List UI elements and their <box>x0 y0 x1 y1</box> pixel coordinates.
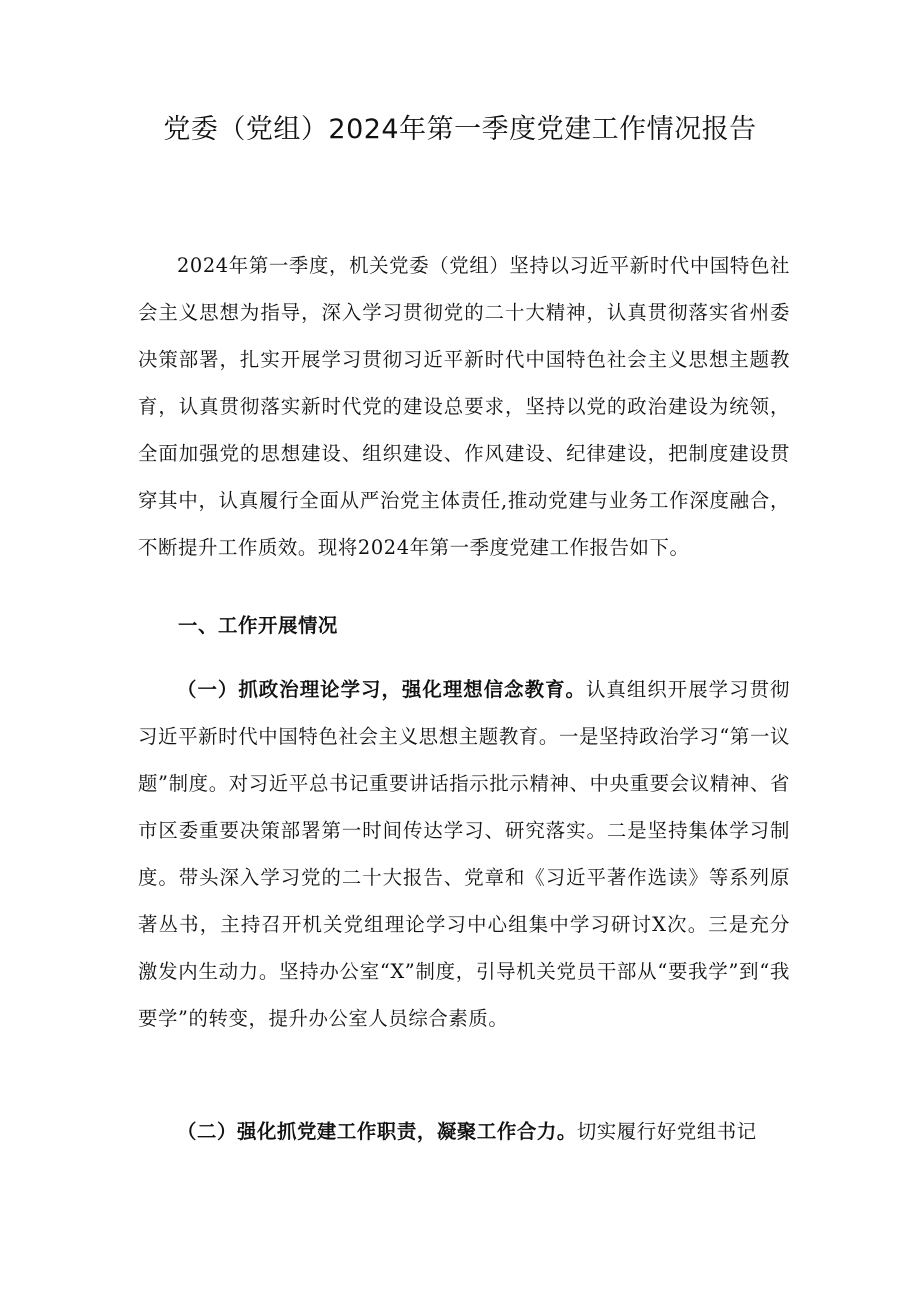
item-2-lead: （二）强化抓党建工作职责，凝聚工作合力。 <box>177 1120 577 1143</box>
intro-paragraph: 2024年第一季度，机关党委（党组）坚持以习近平新时代中国特色社会主义思想为指导，深入学习贯彻党的二十大精神，认真贯彻落实省州委决策部署，扎实开展学习贯彻习近平新时代中国特色社会主义思想主题教育，认真贯彻落实新时代党的建设总要求，坚持以党的政治建设为统领，全面加强党的思想建设、组织建设、作风建设、纪律建设，把制度建设贯穿其中，认真履行全面从严治党主体责任,推动党建与业务工作深度融合，不断提升工作质效。现将2024年第一季度党建工作报告如下。 <box>138 254 790 559</box>
item-1-lead: （一）抓政治理论学习，强化理想信念教育。 <box>177 678 586 701</box>
item-1-body: 认真组织开展学习贯彻习近平新时代中国特色社会主义思想主题教育。一是坚持政治学习“第一议题”制度。对习近平总书记重要讲话指示批示精神、中央重要会议精神、省市区委重要决策部署第一时间传达学习、研究落实。二是坚持集体学习制度。带头深入学习党的二十大报告、党章和《习近平著作选读》等系列原著丛书，主持召开机关党组理论学习中心组集中学习研讨X次。三是充分激发内生动力。坚持办公室“X”制度，引导机关党员干部从“要我学”到“我要学”的转变，提升办公室人员综合素质。 <box>138 678 791 1030</box>
document-title: 党委（党组）2024年第一季度党建工作情况报告 <box>163 114 757 145</box>
item-2-paragraph <box>138 1108 790 1155</box>
item-1-paragraph <box>138 666 790 1042</box>
item-2-body: 切实履行好党组书记 <box>576 1120 757 1143</box>
section-heading-work-progress: 一、工作开展情况 <box>178 614 338 637</box>
